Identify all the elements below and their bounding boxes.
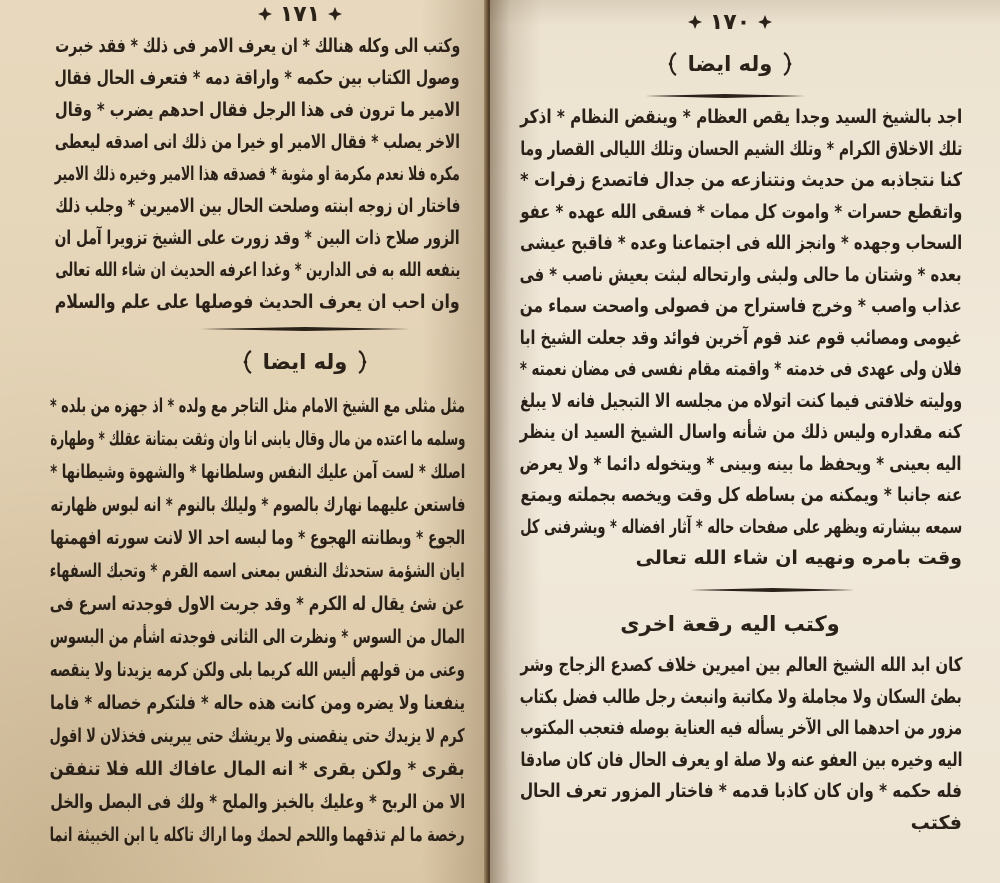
text-line: [520, 650, 962, 682]
text-line: [520, 386, 962, 418]
line-text: الزور صلاح ذات البين * وقد زورت على الشيخ تزويرا آمل ان: [55, 227, 460, 249]
line-text: عنه جانبا * ويمكنه من بساطه كل وقت ويخصه بجملته ويمتع: [520, 484, 962, 506]
line-text: مثل مثلى مع الشيخ الامام مثل التاجر مع ولده * اذ جهزه من بلده *: [50, 395, 465, 417]
text-line: [50, 423, 465, 456]
line-text: المال من السوس * ونظرت الى الثانى فوجدته اشأم من البسوس: [50, 626, 465, 648]
right-bracket-ornament-icon: [782, 51, 794, 77]
line-text: الامير ما ترون فى هذا الرجل فقال احدهم يضرب * وقال: [55, 99, 460, 121]
section-divider: [200, 327, 410, 331]
line-text: اليه بعينى * ويحفظ ما بينه وبينى * ويتخوله دائما * ولا يعرض: [520, 452, 962, 475]
line-text: كنه مقداره وليس ذلك من شأنه واسال الشيخ السيد ان ينظر: [520, 421, 962, 443]
text-line: [520, 323, 962, 355]
text-line: [520, 480, 962, 512]
line-text: كان ابد الله الشيخ العالم بين اميرين خلاف كصدع الزجاج وشر: [520, 654, 962, 676]
section-title: [615, 608, 845, 640]
text-line: [50, 588, 465, 621]
line-text: الاخر يصلب * فقال الامير او خيرا من ذلك انى اصدقه ليعطى: [55, 131, 460, 153]
text-line: [50, 456, 465, 489]
text-line: [50, 819, 465, 852]
line-text: عذاب واصب * وخرج فاستراح من فصولى واصحت سماء من: [520, 295, 962, 317]
line-text: فاستعن عليهما نهارك بالصوم * وليلك بالنوم * انه لبوس ظهارته: [50, 494, 465, 516]
left-page: [0, 0, 490, 883]
text-line: [50, 522, 465, 555]
line-text: السحاب وجهده * وانجز الله فى اجتماعنا وعده * فاقبح عيشى: [520, 232, 962, 254]
text-line: [50, 489, 465, 522]
text-line: [50, 687, 465, 720]
text-block-section: [50, 390, 465, 852]
page-header: [675, 8, 785, 36]
line-text: ينفعنا ولا يضره ومن كانت هذه حاله * فلتكرم خصاله * فاما: [50, 692, 465, 714]
text-line: [520, 165, 962, 197]
line-text: وكتب الى وكله هنالك * ان يعرف الامر فى ذلك * فقد خبرت: [55, 35, 460, 57]
star-ornament-icon: [688, 15, 702, 29]
line-text: وعنى من قولهم أليس الله كريما بلى ولكن كرمه يزيدنا ولا ينقصه: [50, 659, 465, 681]
line-text: فله حكمه * وان كان كاذبا قدمه * فاختار المزور تعرف الحال: [520, 780, 962, 802]
left-bracket-ornament-icon: [241, 349, 253, 375]
text-block-section-2: [520, 650, 962, 839]
line-text: وسلمه ما اعتده من مال وقال يابنى انا وان وثقت بمتانة عقلك * وطهارة: [50, 428, 465, 450]
text-line: [50, 555, 465, 588]
text-line: [520, 745, 962, 777]
line-text: الا من الربح * وعليك بالخبز والملح * ولك فى البصل والخل: [50, 791, 465, 813]
section-title: [645, 48, 815, 80]
line-text: بعده * وشتان ما حالى ولبثى وارتحاله لبثت بعيش ناصب * فى: [520, 263, 962, 286]
section-divider: [690, 588, 855, 592]
line-text: مكره فلا نعدم مكرمة او مثوبة * فصدقه هذا الامير وخيره ذلك الامير: [54, 163, 460, 185]
text-line: [520, 682, 962, 714]
page-number: ١٧١: [279, 1, 321, 27]
text-line: [55, 190, 460, 222]
title-underline: [645, 94, 805, 98]
text-line: [55, 286, 460, 318]
star-ornament-icon: [758, 15, 772, 29]
page-header: [245, 0, 355, 28]
line-text: فاختار ان زوجه ابنته وصلحت الحال بين الاميرين * وجلب ذلك: [55, 195, 460, 217]
text-line: [520, 197, 962, 229]
text-line: [55, 158, 460, 190]
text-line: [520, 228, 962, 260]
line-text: رخصة ما لم تذقهما واللحم لحمك وما اراك تاكله يا ابن الخبيثة انما: [50, 824, 465, 846]
line-text: وان احب ان يعرف الحديث فوصلها على علم والسلام: [55, 291, 460, 313]
line-text: الجوع * وبطانته الهجوع * وما لبسه احد الا لانت سورته افهمتها: [50, 527, 465, 549]
text-line: [50, 753, 465, 786]
left-bracket-ornament-icon: [666, 51, 678, 77]
section-title-text: وله ايضا: [687, 52, 773, 76]
text-line: [520, 291, 962, 323]
line-text: اجد بالشيخ السيد وجدا يقص العظام * وينقض النظام * اذكر: [520, 106, 962, 128]
text-line: [520, 713, 962, 745]
text-line: [520, 543, 962, 575]
right-bracket-ornament-icon: [357, 349, 369, 375]
text-line: [55, 254, 460, 286]
line-text: كنا نتجاذبه من حديث ونتنازعه من جدال فاتصدع زفرات *: [520, 169, 962, 191]
page-number: ١٧٠: [709, 9, 751, 35]
star-ornament-icon: [328, 7, 342, 21]
text-line: [55, 62, 460, 94]
text-line: [520, 354, 962, 386]
text-line: [50, 390, 465, 423]
text-line: [520, 260, 962, 292]
text-line: [55, 126, 460, 158]
section-title: [220, 346, 390, 378]
line-text: بطئ السكان ولا مجاملة ولا مكاتبة وانبعث رجل طالب فضل بكتاب: [520, 685, 962, 708]
line-text: بقرى * ولكن بقرى * انه المال عافاك الله فلا تنفقن: [50, 758, 465, 780]
section-title-text: وله ايضا: [262, 350, 348, 374]
star-ornament-icon: [258, 7, 272, 21]
line-text: فلان ولى عهدى فى خدمته * واقمته مقام نفسى فى مضان نعمته *: [520, 358, 962, 380]
line-text: اصلك * لست آمن عليك النفس وسلطانها * والشهوة وشيطانها *: [50, 461, 465, 483]
text-line: [50, 720, 465, 753]
text-line: [520, 776, 962, 808]
text-line: [55, 222, 460, 254]
line-text: وصول الكتاب بين حكمه * واراقة دمه * فتعرف الحال فقال: [55, 67, 460, 89]
text-block-continuation: [55, 30, 460, 318]
line-text: كرم لا يزيدك حتى ينقصنى ولا يريشك حتى يبرينى فخذلان لا اقول: [50, 725, 465, 747]
text-line: [520, 134, 962, 166]
text-line: [520, 808, 962, 840]
text-line: [520, 512, 962, 544]
section-title-text: وكتب اليه رقعة اخرى: [620, 612, 840, 636]
line-text: وقت بامره ونهيه ان شاء الله تعالى: [635, 547, 962, 569]
text-line: [50, 621, 465, 654]
line-text: تلك الاخلاق الكرام * وتلك الشيم الحسان وتلك الليالى القصار وما: [520, 137, 962, 160]
line-text: اليه وخيره بين العفو عنه ولا صلة او يعرف الحال فان كان صادقا: [520, 748, 962, 771]
line-text: ووليته خلافتى فيما كنت اتولاه من مجلسه الا التبجيل فانه لا يبلغ: [520, 389, 962, 412]
text-block-section-1: [520, 102, 962, 575]
line-text: غيومى ومصائب قوم عند قوم آخرين فوائد وقد جعلت الشيخ ابا: [520, 326, 962, 349]
line-text: مزور من احدهما الى الآخر يسأله فيه العناية بوصله فتعجب المكتوب: [520, 717, 962, 739]
line-text: واتقطع حسرات * واموت كل ممات * فسقى الله عهده * عفو: [520, 200, 962, 223]
line-text: عن شئ يقال له الكرم * وقد جربت الاول فوجدته اسرع فى: [50, 593, 465, 615]
line-text: ايان الشؤمة ستحدثك النفس بمعنى اسمه القرم * وتحبك السفهاء: [50, 560, 465, 582]
text-line: [50, 786, 465, 819]
text-line: [520, 417, 962, 449]
line-text: فكتب: [910, 811, 962, 834]
right-page: [490, 0, 1000, 883]
text-line: [55, 30, 460, 62]
line-text: ينفعه الله به فى الدارين * وغدا اعرفه الحديث ان شاء الله تعالى: [55, 259, 460, 281]
text-line: [50, 654, 465, 687]
text-line: [55, 94, 460, 126]
text-line: [520, 102, 962, 134]
line-text: سمعه ببشارته ويظهر على صفحات حاله * آثار افضاله * ويشرفنى كل: [520, 515, 962, 538]
text-line: [520, 449, 962, 481]
